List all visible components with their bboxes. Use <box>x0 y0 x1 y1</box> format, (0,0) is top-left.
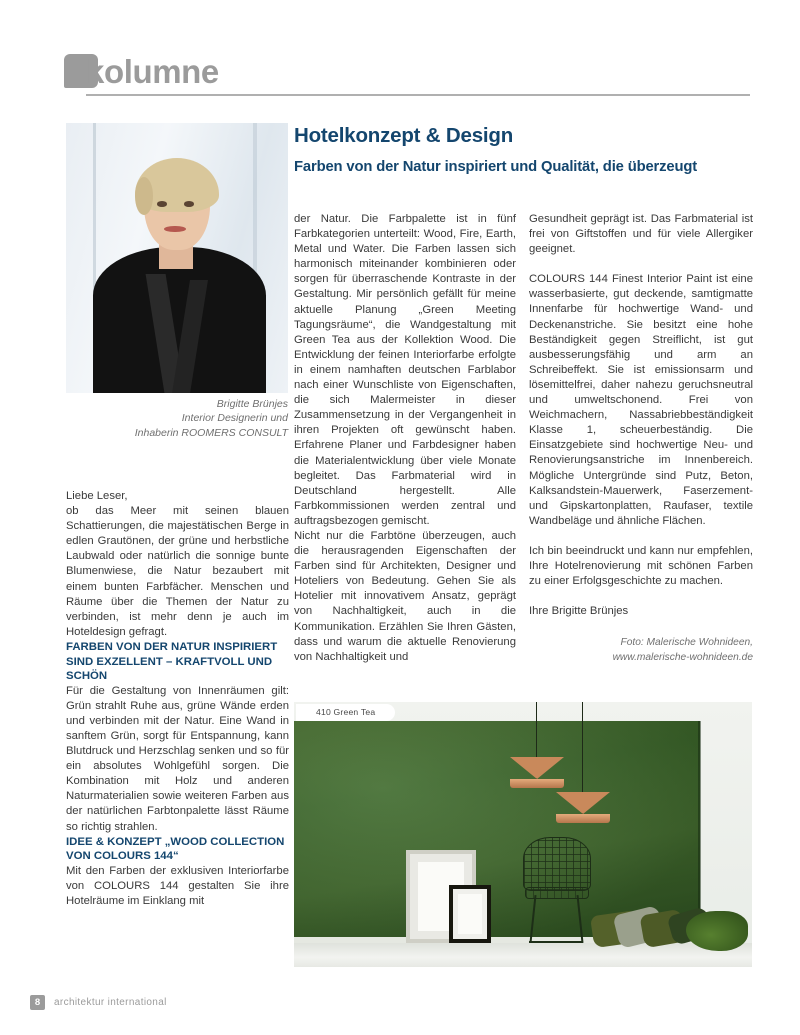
article-subtitle: Farben von der Natur inspiriert und Qualität, die überzeugt <box>294 159 698 175</box>
portrait-hair-side <box>135 177 153 215</box>
room-photo <box>294 702 752 967</box>
portrait-mouth <box>164 226 186 232</box>
article-title: Hotelkonzept & Design <box>294 124 514 147</box>
subheading-2: IDEE & KONZEPT „WOOD COLLECTION VON COLOURS 144“ <box>66 835 285 863</box>
section-label: kolumne <box>86 53 219 90</box>
column1-paragraph-1: Für die Gestaltung von Innenräumen gilt: Grün strahlt Ruhe aus, grüne Wände erden und verbinden mit der Natur. Eine Wand in sanftem Grün, sorgt für Entspannung, kann Blutdruck und Herzschlag senken und so für ein absolutes Wohlgefühl sorgen. Die Kombination mit Holz und anderen Naturmaterialien sowie weiteren Farben aus der natürlichen Farbtonpalette lässt Räume so richtig strahlen. <box>66 684 289 833</box>
column2-paragraph-1: der Natur. Die Farbpalette ist in fünf Farbkategorien unterteilt: Wood, Fire, Earth, Metal und Water. Die Farben lassen sich harmonisch miteinander kombinieren oder sorgen für überraschende Kontraste in der Gestaltung. Mir persönlich gefällt für meine aktuelle Planung „Green Meeting Tagungsräume“, die Wandgestaltung mit Green Tea aus der Kollektion Wood. Die Entwicklung der feinen Interiorfarbe erfolgte in einem namhaften deutschen Farblabor nach einer Wunschliste von Eigenschaften, die sich Malermeister in dieser Zusammensetzung in der Vergangenheit in ihren Projekten oft gewünscht haben. Erfahrene Planer und Farbdesigner haben die Materialentwicklung über viele Monate begleitet. Das Farbmaterial wird in Deutschland hergestellt. Alle Farbkommissionen werden zentral und auftragsbezogen gemischt. <box>294 213 516 527</box>
column1-paragraph-2: Mit den Farben der exklusiven Interiorfarbe von COLOURS 144 gestalten Sie ihre Hotelräume im Einklang mit <box>66 864 289 908</box>
pendant-lamp-icon-1 <box>510 757 564 779</box>
page-header <box>64 54 750 100</box>
wire-chair <box>523 837 589 943</box>
publication-name: architektur international <box>54 997 167 1008</box>
frame-small-mat <box>458 894 482 934</box>
page-number: 8 <box>30 995 45 1010</box>
portrait-photo <box>66 123 288 393</box>
room-floor <box>294 943 752 967</box>
portrait-eye-right <box>184 201 194 206</box>
subheading-1: FARBEN VON DER NATUR INSPIRIERT SIND EXZELLENT – KRAFTVOLL UND SCHÖN <box>66 640 278 683</box>
photo-credit <box>529 636 753 665</box>
chair-backrest <box>523 837 591 891</box>
pendant-lamp-band-1 <box>510 779 564 788</box>
column3-paragraph-2: COLOURS 144 Finest Interior Paint ist eine wasserbasierte, gut deckende, samtigmatte Innenfarbe für hochwertige Wand- und Deckenanstriche. Sie besitzt eine hohe Beständigkeit gegen Streiflicht, ist gut ausbesserungsfähig und arm an Schreibeffekt. Sie ist emissionsarm und lösemittelfrei, daher nahezu geruchsneutral und umweltschonend. Frei von Weichmachern, Nassabriebbeständigkeit Klasse 1, scheuerbeständig. Die Einsatzgebiete sind hochwertige Neu- und Renovierungsanstriche im Innenbereich. Mögliche Untergründe sind Putz, Beton, Kalksandstein-Mauerwerk, Faserzement- und Gipskartonplatten, Raufaser, textile Wandbeläge und ähnliche Flächen. <box>529 273 753 527</box>
intro-paragraph: ob das Meer mit seinen blauen Schattierungen, die majestätischen Berge in edlen Grautönen, der grüne und herbstliche Laubwald oder natürlich die sonnige bunte Blumenwiese, die Natur bezaubert mit einem bunten Farbfächer. Menschen und Räume über die Themen der Natur zu verbinden, ist mehr denn je auch im Hoteldesign gefragt. <box>66 505 289 638</box>
signoff: Ihre Brigitte Brünjes <box>529 605 629 618</box>
paint-swatch-label: 410 Green Tea <box>296 704 395 721</box>
caption-role: Interior Designerin und <box>181 412 288 425</box>
column2-paragraph-2: Nicht nur die Farbtöne überzeugen, auch die herausragenden Eigenschaften der Farben sind für Architekten, Designer und Hoteliers von Bedeutung. Gehen Sie als Hotelier mit innovativem Ansatz, geprägt von Nachhaltigkeit, auch in die Kommunikation. Erzählen Sie Ihren Gästen, dass und warum die aktuelle Renovierung von Nachhaltigkeit und <box>294 529 516 663</box>
chair-foot-rail <box>529 941 583 943</box>
photo-credit-line-1: Foto: Malerische Wohnideen, <box>620 637 753 649</box>
plant <box>686 911 748 951</box>
text-column-3 <box>529 212 753 665</box>
chair-leg-right <box>576 895 583 943</box>
portrait-caption <box>66 397 288 440</box>
text-column-2 <box>294 212 516 665</box>
caption-name: Brigitte Brünjes <box>216 398 288 410</box>
chair-leg-left <box>529 895 536 943</box>
column3-paragraph-3: Ich bin beeindruckt und kann nur empfehlen, Ihre Hotelrenovierung mit schönen Farben zu einer Erfolgsgeschichte zu machen. <box>529 544 753 588</box>
pendant-lamp-icon-2 <box>556 792 610 814</box>
photo-credit-line-2: www.malerische-wohnideen.de <box>612 651 753 663</box>
page-footer <box>30 995 167 1010</box>
header-divider <box>86 94 750 96</box>
text-column-1 <box>66 489 289 909</box>
column3-paragraph-1: Gesundheit geprägt ist. Das Farbmaterial ist frei von Giftstoffen und für viele Allergiker geeignet. <box>529 213 753 256</box>
caption-company: Inhaberin ROOMERS CONSULT <box>134 426 288 439</box>
salutation: Liebe Leser, <box>66 490 128 502</box>
picture-frame-small <box>449 885 491 943</box>
pendant-lamp-band-2 <box>556 814 610 823</box>
portrait-eye-left <box>157 201 167 206</box>
